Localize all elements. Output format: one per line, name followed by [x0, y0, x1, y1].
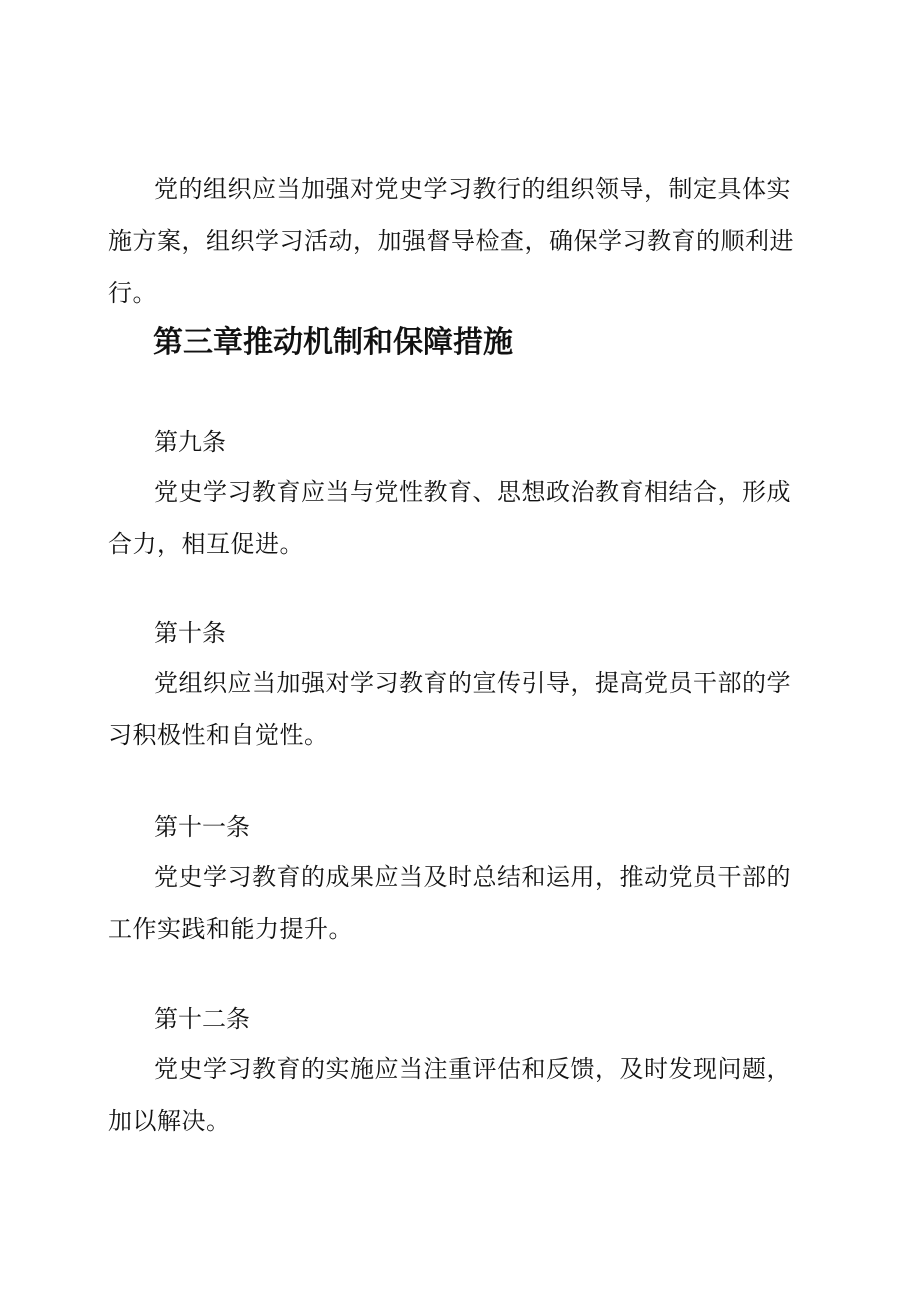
article-heading-10: 第十条 — [154, 619, 226, 647]
article-body-11: 党史学习教育的成果应当及时总结和运用，推动党员干部的工作实践和能力提升。 — [108, 863, 791, 943]
intro-paragraph: 党的组织应当加强对党史学习教行的组织领导，制定具体实施方案，组织学习活动，加强督导检查，确保学习教育的顺利进行。 — [108, 175, 794, 307]
chapter-title: 第三章推动机制和保障措施 — [153, 325, 513, 360]
article-body-9: 党史学习教育应当与党性教育、思想政治教育相结合，形成合力，相互促进。 — [108, 478, 791, 558]
article-heading-12: 第十二条 — [154, 1005, 250, 1033]
article-heading-9: 第九条 — [154, 428, 226, 456]
article-body-10: 党组织应当加强对学习教育的宣传引导，提高党员干部的学习积极性和自觉性。 — [108, 669, 791, 749]
article-body-12: 党史学习教育的实施应当注重评估和反馈，及时发现问题，加以解决。 — [108, 1055, 791, 1135]
article-heading-11: 第十一条 — [154, 813, 250, 841]
